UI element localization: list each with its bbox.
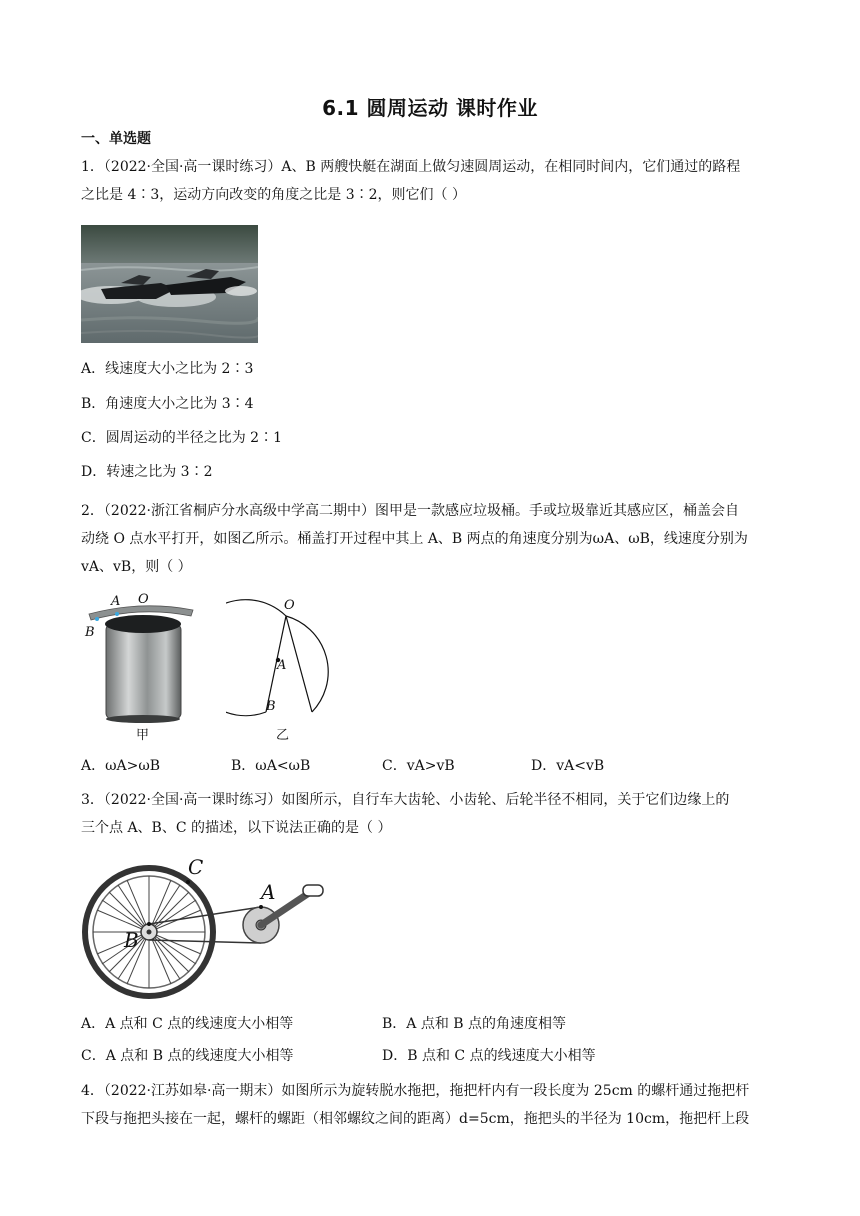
q1-option-d: D．转速之比为 3∶2 (81, 464, 213, 480)
q2-option-a: A．ωA>ωB (81, 758, 161, 774)
question-4-line-1: 4．（2022·江苏如皋·高一期末）如图所示为旋转脱水拖把，拖把杆内有一段长度为 25cm 的螺杆通过拖把杆 (81, 1083, 750, 1099)
question-2-line-3: vA、vB，则（ ） (81, 559, 192, 575)
fig2-caption-yi: 乙 (276, 728, 290, 743)
fig2-label-b-left: B (85, 625, 95, 640)
question-1-line-1: 1．（2022·全国·高一课时练习）A、B 两艘快艇在湖面上做匀速圆周运动，在相同时间内，它们通过的路程 (81, 159, 741, 175)
question-2-line-1: 2．（2022·浙江省桐庐分水高级中学高二期中）图甲是一款感应垃圾桶。手或垃圾靠近其感应区，桶盖会自 (81, 503, 739, 519)
page-title: 6.1 圆周运动 课时作业 (322, 96, 538, 120)
q3-option-c: C．A 点和 B 点的线速度大小相等 (81, 1048, 294, 1064)
question-2 (81, 497, 781, 581)
q1-option-b: B．角速度大小之比为 3∶4 (81, 396, 254, 412)
bicycle-gear-figure (81, 855, 331, 1000)
q2-option-d: D．vA<vB (531, 758, 605, 774)
q2-option-c: C．vA>vB (382, 758, 455, 774)
question-3 (81, 786, 781, 842)
q2-option-b: B．ωA<ωB (231, 758, 311, 774)
q3-option-d: D．B 点和 C 点的线速度大小相等 (382, 1048, 596, 1064)
fig2-label-a-right: A (277, 658, 287, 673)
fig3-label-b: B (124, 928, 139, 952)
fig2-label-b-right: B (266, 699, 276, 714)
section-heading: 一、单选题 (81, 131, 151, 147)
question-4-line-2: 下段与拖把头接在一起，螺杆的螺距（相邻螺纹之间的距离）d=5cm，拖把头的半径为 10cm，拖把杆上段 (81, 1111, 750, 1127)
fig3-label-c: C (188, 855, 204, 879)
fig2-label-o-left: O (138, 592, 149, 607)
q3-option-b: B．A 点和 B 点的角速度相等 (382, 1016, 567, 1032)
question-2-line-2: 动绕 O 点水平打开，如图乙所示。桶盖打开过程中其上 A、B 两点的角速度分别为ωA、ωB，线速度分别为 (81, 531, 748, 547)
speedboat-photo (81, 225, 258, 343)
q1-option-a: A．线速度大小之比为 2∶3 (81, 361, 254, 377)
question-3-line-1: 3．（2022·全国·高一课时练习）如图所示，自行车大齿轮、小齿轮、后轮半径不相同，关于它们边缘上的 (81, 792, 730, 808)
q1-option-c: C．圆周运动的半径之比为 2∶1 (81, 430, 282, 446)
fig2-caption-jia: 甲 (136, 728, 150, 743)
fig2-label-a: A (111, 594, 121, 609)
fig3-label-a: A (261, 880, 276, 904)
fig2-label-o-right: O (284, 598, 295, 613)
q3-option-a: A．A 点和 C 点的线速度大小相等 (81, 1016, 294, 1032)
trash-can-figure (81, 594, 351, 744)
question-1-line-2: 之比是 4∶3，运动方向改变的角度之比是 3∶2，则它们（ ） (81, 187, 466, 203)
question-1 (81, 153, 781, 209)
question-3-line-2: 三个点 A、B、C 的描述，以下说法正确的是（ ） (81, 820, 392, 836)
question-4 (81, 1077, 781, 1133)
